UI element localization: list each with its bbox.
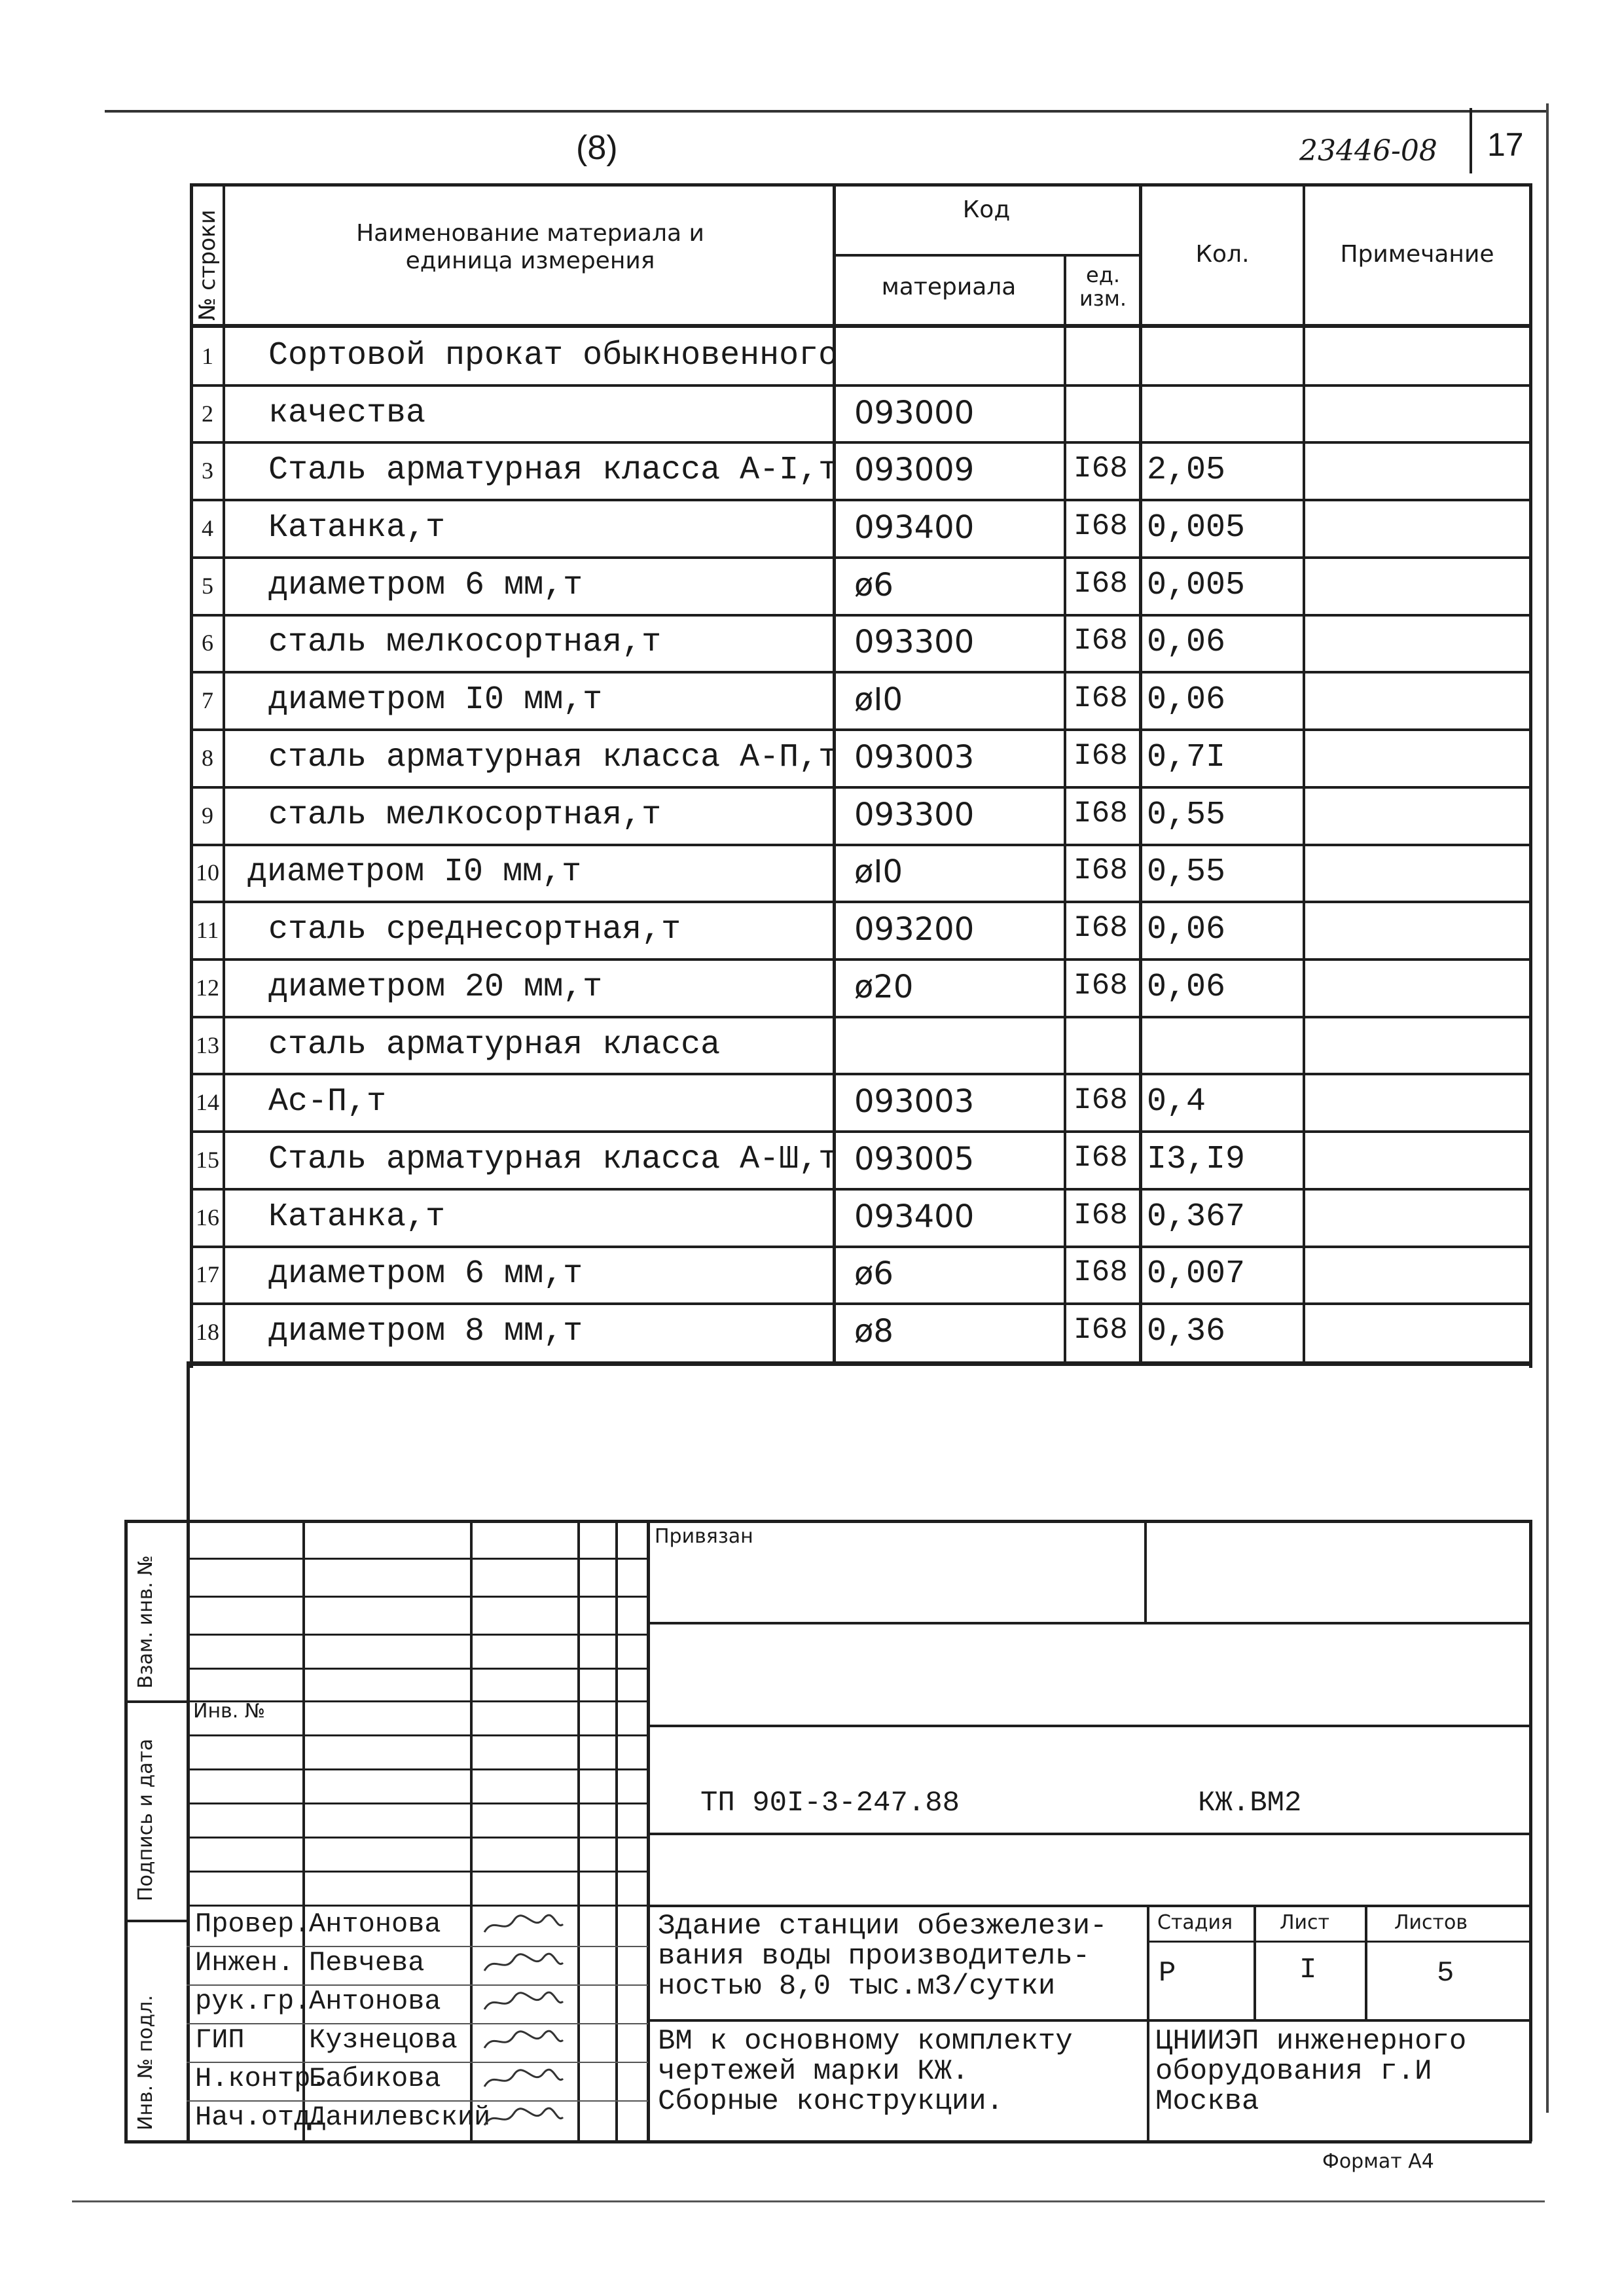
row-qty: 0,55 (1147, 797, 1226, 834)
tb-left-line (187, 1361, 190, 2144)
row-code: 093009 (854, 452, 975, 488)
row-code: øI0 (854, 681, 903, 718)
row-number: 5 (202, 573, 213, 599)
row-code: ø6 (854, 1255, 893, 1292)
side-vzam-label: Взам. инв. № (134, 1555, 157, 1689)
row-qty: 0,005 (1147, 567, 1246, 604)
signer-role: Н.контр. (195, 2063, 327, 2094)
tb-grid-row-line (187, 1668, 648, 1670)
row-number: 14 (196, 1089, 219, 1115)
tb-sheet-value: I (1299, 1954, 1317, 1986)
tb-doc-title-line-2: чертежей марки КЖ. (658, 2055, 969, 2088)
row-unit: I68 (1074, 853, 1128, 888)
tb-building-line-2: вания воды производитель- (658, 1940, 1091, 1973)
tb-top-line (124, 1520, 1532, 1523)
row-number: 7 (202, 687, 213, 713)
row-number: 10 (196, 859, 219, 886)
row-number: 11 (196, 917, 219, 943)
row-number: 3 (202, 457, 213, 484)
signer-name: Антонова (309, 1986, 441, 2017)
signer-role: Провер. (195, 1909, 311, 1940)
row-name: диаметром I0 мм,т (268, 681, 603, 719)
signature-mark (481, 1912, 566, 1939)
tb-privyazan-split (1144, 1520, 1147, 1623)
tb-stage-h (1147, 1941, 1532, 1943)
table-row-line (190, 441, 1532, 444)
sheet-right-border (1546, 103, 1549, 2113)
table-body-bottom (190, 1361, 1532, 1366)
tb-stage-value: Р (1159, 1957, 1176, 1990)
row-unit: I68 (1074, 911, 1128, 945)
side-podpis-label: Подпись и дата (134, 1738, 157, 1901)
tb-grid-row-line (187, 1768, 648, 1770)
row-code: øI0 (854, 853, 903, 890)
row-unit: I68 (1074, 969, 1128, 1003)
row-qty: 0,7I (1147, 739, 1226, 776)
header-name: Наименование материала и единица измерения (356, 220, 704, 274)
table-row-line (190, 556, 1532, 559)
row-qty: 0,007 (1147, 1255, 1246, 1293)
header-code: Код (962, 196, 1011, 223)
table-row-line (190, 958, 1532, 961)
side-strip-divider-2 (124, 1920, 190, 1922)
signer-name: Данилевский (309, 2102, 491, 2133)
table-row-line (190, 1246, 1532, 1248)
row-qty: 0,005 (1147, 509, 1246, 547)
tb-grid-v4 (615, 1520, 618, 2142)
row-qty: 0,06 (1147, 624, 1226, 661)
tb-grid-row-line (187, 1734, 648, 1736)
tb-signatures-right (647, 1520, 650, 2142)
row-code: 093300 (854, 624, 975, 660)
table-row-line (190, 1130, 1532, 1133)
tb-building-line-3: ностью 8,0 тыс.м3/сутки (658, 1970, 1056, 2003)
tb-stage-split-1 (1254, 1905, 1256, 2020)
signer-name: Певчева (309, 1947, 425, 1979)
tb-doc-title-line-3: Сборные конструкции. (658, 2085, 1004, 2118)
signer-name: Антонова (309, 1909, 441, 1940)
table-row-line (190, 499, 1532, 501)
tb-building-line-1: Здание станции обезжелези- (658, 1910, 1108, 1943)
row-code: 093300 (854, 797, 975, 833)
signature-mark (481, 2106, 566, 2132)
side-inv-label: Инв. № подл. (134, 1995, 157, 2130)
signer-role: Инжен. (195, 1947, 295, 1979)
tb-right-h5 (647, 2019, 1532, 2022)
header-qty: Кол. (1195, 241, 1250, 268)
row-name: диаметром 6 мм,т (268, 567, 583, 604)
tb-grid-v1 (302, 1520, 305, 2142)
signer-name: Кузнецова (309, 2024, 458, 2056)
signature-mark (481, 1951, 566, 1977)
tb-sheets-value: 5 (1437, 1957, 1454, 1990)
row-unit: I68 (1074, 567, 1128, 601)
row-qty: 0,36 (1147, 1313, 1226, 1350)
tb-grid-row-line (187, 1837, 648, 1839)
row-qty: 0,367 (1147, 1198, 1246, 1236)
row-name: Сортовой прокат обыкновенного (268, 337, 839, 374)
row-name: Сталь арматурная класса А-I,т (268, 452, 839, 489)
side-strip-divider-1 (124, 1700, 190, 1703)
row-unit: I68 (1074, 1141, 1128, 1175)
table-header-bottom (190, 324, 1532, 328)
tb-grid-row-line (187, 1905, 648, 1907)
row-name: Катанка,т (268, 1198, 446, 1236)
table-row-line (190, 901, 1532, 903)
row-unit: I68 (1074, 1083, 1128, 1117)
row-number: 16 (196, 1204, 219, 1230)
row-name: сталь мелкосортная,т (268, 797, 662, 834)
tb-grid-v3 (577, 1520, 580, 2142)
row-number: 9 (202, 802, 213, 829)
row-code: ø20 (854, 969, 914, 1005)
row-code: 093005 (854, 1141, 975, 1177)
row-name: диаметром 20 мм,т (268, 969, 603, 1006)
header-note: Примечание (1340, 241, 1494, 268)
header-code-unit: ед. изм. (1079, 262, 1127, 311)
tb-org-line-2: оборудования г.И (1155, 2055, 1432, 2088)
sheet-bottom-border (72, 2200, 1545, 2202)
signer-role: ГИП (195, 2024, 245, 2056)
tb-bottom-line (124, 2140, 1532, 2144)
table-row-line (190, 1302, 1532, 1305)
row-unit: I68 (1074, 681, 1128, 715)
page-label: (8) (576, 129, 618, 167)
row-name: качества (268, 395, 426, 432)
row-unit: I68 (1074, 452, 1128, 486)
tb-inv-no: Инв. № (193, 1700, 266, 1723)
row-name: Сталь арматурная класса А-Ш,т (268, 1141, 839, 1178)
tb-sheet-label: Лист (1280, 1911, 1330, 1934)
row-qty: 0,06 (1147, 911, 1226, 948)
sheet-number-separator (1470, 108, 1472, 173)
row-qty: 2,05 (1147, 452, 1226, 489)
tb-org-line-1: ЦНИИЭП инженерного (1155, 2025, 1467, 2058)
row-code: 093003 (854, 1083, 975, 1120)
row-name: сталь арматурная класса (268, 1026, 721, 1064)
row-name: сталь среднесортная,т (268, 911, 681, 948)
row-unit: I68 (1074, 739, 1128, 773)
tb-right-line (1529, 1520, 1532, 2142)
table-row-line (190, 671, 1532, 673)
row-name: Катанка,т (268, 509, 446, 547)
signature-mark (481, 2067, 566, 2093)
tb-grid-v2 (470, 1520, 473, 2142)
tb-designation: ТП 90I-3-247.88 (700, 1787, 960, 1820)
table-row-line (190, 786, 1532, 789)
tb-right-h1 (647, 1622, 1532, 1624)
row-unit: I68 (1074, 1198, 1128, 1232)
table-row-line (190, 384, 1532, 387)
tb-privyazan: Привязан (655, 1525, 753, 1548)
tb-right-h3 (647, 1833, 1532, 1835)
row-name: диаметром I0 мм,т (247, 853, 582, 891)
row-name: диаметром 6 мм,т (268, 1255, 583, 1293)
row-number: 13 (196, 1032, 219, 1058)
table-row-line (190, 1073, 1532, 1075)
doc-number: 23446-08 (1299, 134, 1437, 168)
signer-role: рук.гр. (195, 1986, 311, 2017)
tb-grid-row-line (187, 1558, 648, 1560)
col-divider-code (1064, 255, 1066, 1365)
row-number: 4 (202, 515, 213, 541)
table-row-line (190, 844, 1532, 846)
tb-grid-row-line (187, 1596, 648, 1598)
row-name: Ас-П,т (268, 1083, 387, 1121)
row-qty: 0,55 (1147, 853, 1226, 891)
row-number: 15 (196, 1147, 219, 1173)
tb-doc-title-line-1: ВМ к основному комплекту (658, 2025, 1073, 2058)
tb-grid-row-line (187, 1634, 648, 1636)
row-code: ø6 (854, 567, 893, 603)
tb-sheets-label: Листов (1394, 1911, 1468, 1934)
tb-org-line-3: Москва (1155, 2085, 1259, 2118)
signer-role: Нач.отд. (195, 2102, 327, 2133)
tb-grid-row-line (187, 1871, 648, 1873)
table-row-line (190, 1188, 1532, 1191)
row-number: 8 (202, 745, 213, 771)
signer-name: Бабикова (309, 2063, 441, 2094)
tb-right-h2 (647, 1725, 1532, 1727)
signature-mark (481, 2028, 566, 2054)
table-top-line (190, 183, 1532, 187)
row-unit: I68 (1074, 1255, 1128, 1289)
row-unit: I68 (1074, 797, 1128, 831)
row-unit: I68 (1074, 1313, 1128, 1347)
row-number: 6 (202, 630, 213, 656)
header-code-material: материала (881, 274, 1017, 300)
row-code: 093200 (854, 911, 975, 948)
row-number: 12 (196, 975, 219, 1001)
side-strip-left (124, 1522, 128, 2144)
row-code: ø8 (854, 1313, 893, 1350)
row-name: диаметром 8 мм,т (268, 1313, 583, 1350)
row-qty: 0,06 (1147, 969, 1226, 1006)
row-number: 2 (202, 401, 213, 427)
row-qty: I3,I9 (1147, 1141, 1246, 1178)
code-header-split (833, 254, 1140, 257)
tb-right-h4 (647, 1905, 1532, 1907)
row-code: 093003 (854, 739, 975, 776)
sheet-number: 17 (1487, 126, 1524, 163)
header-row-number: № строки (194, 209, 221, 321)
table-row-line (190, 1016, 1532, 1018)
tb-stage-label: Стадия (1157, 1911, 1233, 1934)
row-number: 17 (196, 1261, 219, 1287)
row-qty: 0,06 (1147, 681, 1226, 719)
table-row-line (190, 728, 1532, 731)
row-code: 093400 (854, 1198, 975, 1235)
row-number: 18 (196, 1319, 219, 1345)
tb-grid-row-line (187, 1803, 648, 1804)
tb-mark: КЖ.ВМ2 (1198, 1787, 1302, 1820)
row-qty: 0,4 (1147, 1083, 1206, 1121)
row-code: 093000 (854, 395, 975, 431)
row-code: 093400 (854, 509, 975, 546)
tb-format: Формат А4 (1322, 2150, 1434, 2173)
row-unit: I68 (1074, 509, 1128, 543)
row-number: 1 (202, 343, 213, 369)
signature-mark (481, 1990, 566, 2016)
row-name: сталь арматурная класса А-П,т (268, 739, 839, 776)
table-row-line (190, 614, 1532, 617)
row-unit: I68 (1074, 624, 1128, 658)
row-name: сталь мелкосортная,т (268, 624, 662, 661)
sheet-top-border (105, 110, 1548, 113)
tb-stage-split-2 (1365, 1905, 1367, 2020)
